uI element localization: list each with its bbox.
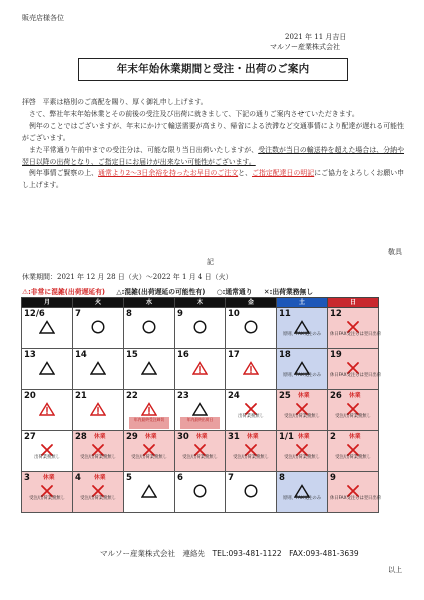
- holiday-tag: 休業: [43, 475, 55, 481]
- day-number: 7: [75, 309, 81, 319]
- status-mark: [22, 401, 72, 420]
- weekday-header: 土: [277, 298, 328, 308]
- weekday-header: 水: [124, 298, 175, 308]
- status-mark: [175, 360, 225, 379]
- triangle-icon: [141, 361, 157, 375]
- calendar-day-cell: [175, 390, 226, 431]
- legend-warn: ⚠:非常に混雑(出荷遅延有): [22, 288, 105, 296]
- day-note: 受注/出荷業務無し: [335, 414, 371, 419]
- holiday-tag: 休業: [196, 434, 208, 440]
- status-mark: [124, 319, 174, 338]
- calendar-week-row: [22, 472, 379, 513]
- day-number: 4: [75, 473, 81, 483]
- day-number: 17: [228, 350, 240, 360]
- day-number: 18: [279, 350, 291, 360]
- day-note: 原則、FAX受注のみ: [282, 496, 322, 501]
- status-mark: [175, 319, 225, 338]
- status-mark: [73, 360, 123, 379]
- calendar-day-cell: [277, 431, 328, 472]
- calendar-day-cell: [226, 472, 277, 513]
- calendar-day-cell: [328, 308, 379, 349]
- day-number: 3: [24, 473, 30, 483]
- triangle-icon: [192, 402, 208, 416]
- day-number: 10: [228, 309, 240, 319]
- day-number: 5: [126, 473, 132, 483]
- company-name: マルソー産業株式会社: [270, 43, 340, 51]
- calendar-week-row: [22, 431, 379, 472]
- status-mark: [124, 483, 174, 502]
- day-note: 受注/出荷業務無し: [284, 455, 320, 460]
- request-paragraph: 例年事情ご賢察の上、通常より2～3日余裕を持ったお早目のご注文と、ご指定配達日の明記にご協力をよろしくお願い申し上げます。: [22, 169, 405, 190]
- calendar-day-cell: [73, 472, 124, 513]
- legend-closed: ✕:出荷業務無し: [263, 288, 314, 296]
- day-number: 23: [177, 391, 189, 401]
- deadline-badge: 年内最終受注締切: [129, 417, 169, 429]
- intro-paragraph: さて、弊社年末年始休業とその前後の受注及び出荷に就きまして、下記の通りご案内させていただきます。: [28, 109, 359, 118]
- weekday-header: 火: [73, 298, 124, 308]
- greeting-paragraph: 拝啓 平素は格別のご高配を賜り、厚く御礼申し上げます。: [22, 98, 208, 106]
- day-number: 16: [177, 350, 189, 360]
- calendar-legend: [22, 287, 402, 297]
- warning-icon: [90, 402, 106, 416]
- calendar-day-cell: [328, 390, 379, 431]
- status-mark: [175, 483, 225, 502]
- day-note: 受注/出荷業務無し: [80, 455, 116, 460]
- day-number: 1/1: [279, 432, 294, 442]
- day-number: 9: [330, 473, 336, 483]
- calendar-day-cell: [124, 349, 175, 390]
- day-number: 9: [177, 309, 183, 319]
- calendar-day-cell: [22, 308, 73, 349]
- triangle-icon: [141, 484, 157, 498]
- calendar-day-cell: [226, 390, 277, 431]
- day-number: 15: [126, 350, 138, 360]
- warning-icon: [39, 402, 55, 416]
- day-number: 21: [75, 391, 87, 401]
- day-number: 20: [24, 391, 36, 401]
- day-number: 31: [228, 432, 240, 442]
- day-note: 受注/出荷業務無し: [335, 455, 371, 460]
- day-number: 8: [279, 473, 285, 483]
- calendar-week-row: [22, 308, 379, 349]
- closing-keigu: 敬具: [388, 248, 402, 256]
- calendar-day-cell: [328, 472, 379, 513]
- calendar-day-cell: [124, 472, 175, 513]
- calendar-week-row: [22, 390, 379, 431]
- day-number: 26: [330, 391, 342, 401]
- calendar-day-cell: [226, 308, 277, 349]
- delay-paragraph: 例年のことではございますが、年末にかけて輸送需要が高まり、帰省による渋滞など交通事情により配達が遅れる可能性がございます。: [22, 121, 405, 142]
- weekday-header: 金: [226, 298, 277, 308]
- status-mark: [226, 483, 276, 502]
- warning-icon: [243, 361, 259, 375]
- day-note: 受注/出荷業務無し: [233, 455, 269, 460]
- closing-ijou: 以上: [388, 566, 402, 574]
- day-number: 7: [228, 473, 234, 483]
- day-number: 29: [126, 432, 138, 442]
- triangle-icon: [39, 361, 55, 375]
- calendar-day-cell: [124, 390, 175, 431]
- circle-icon: [141, 320, 157, 334]
- day-number: 6: [177, 473, 183, 483]
- weekday-header: 木: [175, 298, 226, 308]
- day-note: 休日FAX受注分は翌日出荷: [330, 373, 381, 378]
- calendar-day-cell: [22, 349, 73, 390]
- day-number: 12/6: [24, 309, 45, 319]
- holiday-tag: 休業: [145, 434, 157, 440]
- day-number: 25: [279, 391, 291, 401]
- calendar-day-cell: [73, 390, 124, 431]
- holiday-tag: 休業: [94, 475, 106, 481]
- weekday-header-row: [22, 298, 379, 308]
- calendar-day-cell: [226, 431, 277, 472]
- calendar-day-cell: [175, 472, 226, 513]
- calendar-day-cell: [277, 308, 328, 349]
- day-note: 原則、FAX受注のみ: [282, 373, 322, 378]
- status-mark: [226, 319, 276, 338]
- calendar-day-cell: [277, 390, 328, 431]
- warning-icon: [141, 402, 157, 416]
- calendar-week-row: [22, 349, 379, 390]
- calendar-day-cell: [175, 431, 226, 472]
- triangle-icon: [39, 320, 55, 334]
- day-note: 出荷業務無し: [238, 414, 264, 419]
- day-note: 休日FAX受注分は翌日出荷: [330, 332, 381, 337]
- day-number: 22: [126, 391, 138, 401]
- day-note: 受注/出荷業務無し: [80, 496, 116, 501]
- weekday-header: 日: [328, 298, 379, 308]
- holiday-tag: 休業: [349, 434, 361, 440]
- calendar-day-cell: [73, 349, 124, 390]
- calendar-day-cell: [277, 472, 328, 513]
- day-number: 14: [75, 350, 87, 360]
- circle-icon: [192, 484, 208, 498]
- circle-icon: [90, 320, 106, 334]
- day-number: 13: [24, 350, 36, 360]
- triangle-icon: [90, 361, 106, 375]
- day-number: 30: [177, 432, 189, 442]
- calendar-day-cell: [22, 431, 73, 472]
- day-number: 28: [75, 432, 87, 442]
- addressee: 販売店様各位: [22, 14, 64, 22]
- holiday-tag: 休業: [349, 393, 361, 399]
- calendar-day-cell: [73, 308, 124, 349]
- day-note: 受注/出荷業務無し: [131, 455, 167, 460]
- legend-normal: ○:通常通り: [216, 288, 253, 296]
- calendar-day-cell: [226, 349, 277, 390]
- legend-busy: △:混雑(出荷遅延の可能性有): [116, 288, 206, 296]
- day-note: 休日FAX受注分は翌日出荷: [330, 496, 381, 501]
- issue-date: 2021 年 11 月吉日: [285, 33, 347, 41]
- warning-icon: [192, 361, 208, 375]
- day-note: 出荷業務無し: [34, 455, 60, 460]
- letter-body: [22, 97, 404, 192]
- deadline-badge: 年内最終出荷日: [180, 417, 220, 429]
- holiday-calendar: [21, 297, 379, 513]
- calendar-day-cell: [124, 308, 175, 349]
- day-note: 受注/出荷業務無し: [29, 496, 65, 501]
- order-paragraph: また平常通り午前中までの受注分は、可能な限り当日出荷いたしますが、受注数が当日の輸送枠を超えた場合は、分納や翌日以降の出荷となり、ご指定日にお届けが出来ない可能性がございます。: [22, 145, 405, 166]
- weekday-header: 月: [22, 298, 73, 308]
- calendar-day-cell: [277, 349, 328, 390]
- calendar-day-cell: [175, 349, 226, 390]
- status-mark: [73, 319, 123, 338]
- day-note: 原則、FAX受注のみ: [282, 332, 322, 337]
- holiday-tag: 休業: [94, 434, 106, 440]
- status-mark: [124, 360, 174, 379]
- day-number: 12: [330, 309, 342, 319]
- holiday-tag: 休業: [247, 434, 259, 440]
- status-mark: [73, 401, 123, 420]
- holiday-tag: 休業: [298, 393, 310, 399]
- day-number: 11: [279, 309, 291, 319]
- day-number: 24: [228, 391, 240, 401]
- day-number: 8: [126, 309, 132, 319]
- circle-icon: [192, 320, 208, 334]
- calendar-day-cell: [175, 308, 226, 349]
- calendar-day-cell: [328, 349, 379, 390]
- contact-footer: マルソー産業株式会社 連絡先 TEL:093-481-1122 FAX:093-481-3639: [100, 549, 359, 558]
- day-number: 19: [330, 350, 342, 360]
- holiday-tag: 休業: [298, 434, 310, 440]
- calendar-day-cell: [22, 472, 73, 513]
- status-mark: [22, 360, 72, 379]
- section-ki: 記: [207, 258, 214, 266]
- circle-icon: [243, 320, 259, 334]
- calendar-day-cell: [328, 431, 379, 472]
- status-mark: [22, 319, 72, 338]
- circle-icon: [243, 484, 259, 498]
- day-note: 受注/出荷業務無し: [284, 414, 320, 419]
- holiday-period: 休業期間：2021 年 12 月 28 日（火）～2022 年 1 月 4 日（火）: [22, 273, 233, 281]
- day-number: 2: [330, 432, 336, 442]
- calendar-day-cell: [73, 431, 124, 472]
- day-note: 受注/出荷業務無し: [182, 455, 218, 460]
- page-title: 年末年始休業期間と受注・出荷のご案内: [78, 58, 348, 81]
- day-number: 27: [24, 432, 36, 442]
- calendar-day-cell: [124, 431, 175, 472]
- calendar-day-cell: [22, 390, 73, 431]
- status-mark: [226, 360, 276, 379]
